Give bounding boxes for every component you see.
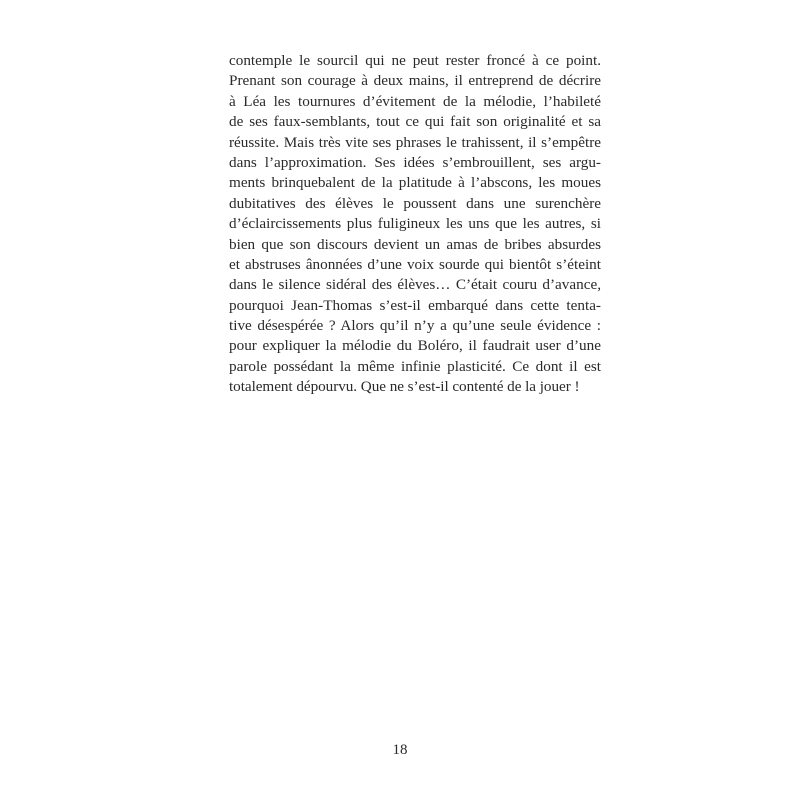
text-line: pour expliquer la mélodie du Boléro, il faudrait user d’une bbox=[229, 337, 601, 355]
text-line: Prenant son courage à deux mains, il entreprend de décrire bbox=[229, 72, 601, 90]
text-line: et abstruses ânonnées d’une voix sourde qui bientôt s’éteint bbox=[229, 255, 601, 273]
page-number: 18 bbox=[392, 742, 408, 758]
text-line: totalement dépourvu. Que ne s’est-il contenté de la jouer ! bbox=[229, 378, 580, 396]
body-paragraph bbox=[229, 51, 601, 398]
text-line: réussite. Mais très vite ses phrases le trahissent, il s’empêtre bbox=[229, 133, 601, 151]
text-line: d’éclaircissements plus fuligineux les uns que les autres, si bbox=[229, 215, 601, 233]
text-line: de ses faux-semblants, tout ce qui fait son originalité et sa bbox=[229, 113, 601, 131]
text-line: à Léa les tournures d’évitement de la mélodie, l’habileté bbox=[229, 92, 601, 110]
text-line: bien que son discours devient un amas de bribes absurdes bbox=[229, 235, 601, 253]
text-line: dans l’approximation. Ses idées s’embrouillent, ses argu- bbox=[229, 153, 601, 171]
text-line: contemple le sourcil qui ne peut rester froncé à ce point. bbox=[229, 52, 601, 69]
text-line: pourquoi Jean-Thomas s’est-il embarqué dans cette tenta- bbox=[229, 296, 601, 314]
text-line: parole possédant la même infinie plasticité. Ce dont il est bbox=[229, 357, 601, 375]
text-line: dans le silence sidéral des élèves… C’était couru d’avance, bbox=[229, 276, 601, 294]
text-line: ments brinquebalent de la platitude à l’abscons, les moues bbox=[229, 174, 601, 192]
text-line: tive désespérée ? Alors qu’il n’y a qu’une seule évidence : bbox=[229, 317, 601, 335]
text-line: dubitatives des élèves le poussent dans une surenchère bbox=[229, 194, 601, 212]
